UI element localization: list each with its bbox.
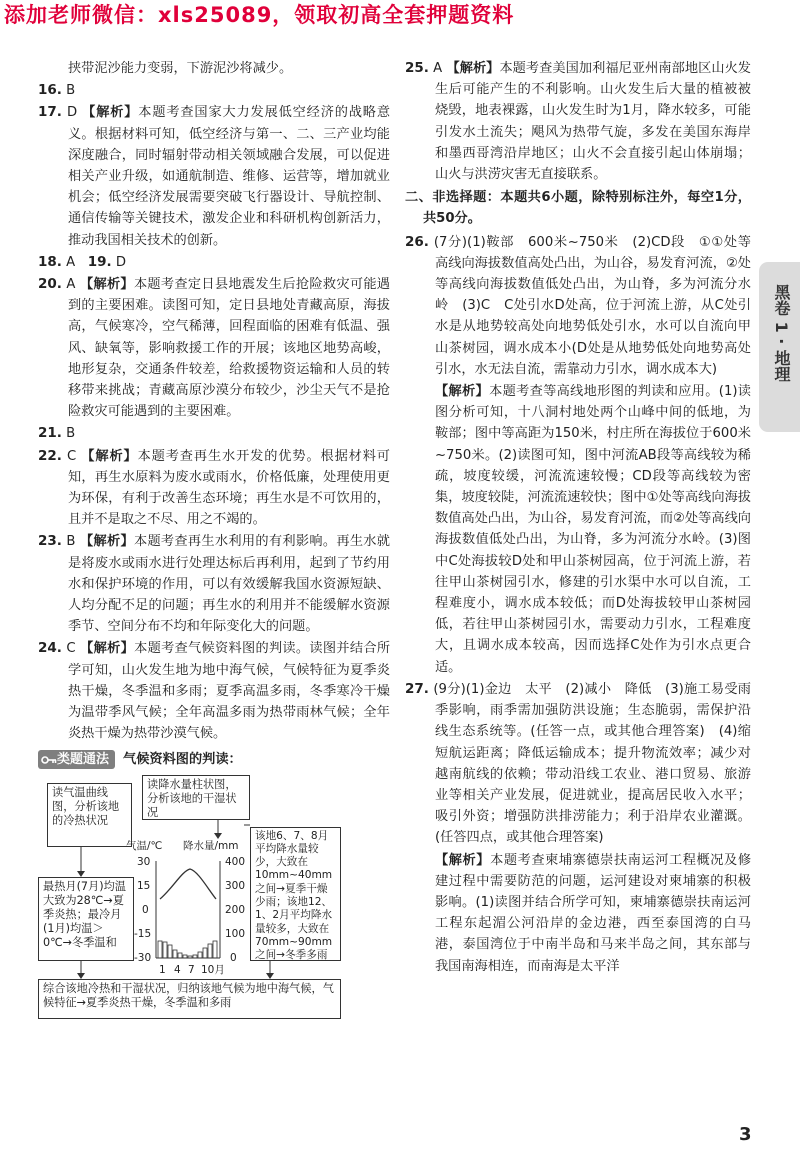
temp-tick: -15	[134, 927, 152, 940]
precip-tick: 400	[225, 855, 246, 868]
question-17	[38, 102, 390, 250]
analysis-tag: 【解析】	[79, 277, 134, 293]
analysis-text: 本题考查定日县地震发生后抢险救灾可能遇到的主要困难。读图可知，定日县地处青藏高原，海拔高，气候寒冷，空气稀薄，回程面临的困难有低温、强风、缺氧等，影响救援工作的开展；该地区地势高峻，地形复杂，交通条件较差，给救援物资运输和人员的转移带来挑战；青藏高原沙漠分布较少，沙尘天气不是抢险救灾可能遇到的主要困难。	[68, 277, 390, 420]
question-20	[38, 274, 390, 422]
question-number: 19.	[87, 253, 112, 270]
question-number: 26.	[405, 233, 429, 250]
analysis-text: 本题考查国家大力发展低空经济的战略意义。根据材料可知，低空经济与第一、二、三产业均能深度融合，同时辐射带动相关领域融合发展，可以促进相关产业升级，如通航制造、维修、运营等，增加就业机会；低空经济发展需要突破飞行器设计、导航控制、通信传输等关键技术，激发企业和科研机构创新活力，推动我国相关技术的创新。	[68, 105, 391, 248]
page-number: 3	[739, 1124, 752, 1145]
answer-letter: B	[66, 426, 76, 442]
question-number: 23.	[38, 533, 62, 550]
precip-tick: 200	[225, 903, 246, 916]
right-column	[405, 58, 751, 978]
answer-letter: D	[66, 105, 78, 121]
temp-tick: -30	[134, 951, 152, 964]
method-tip-header	[38, 749, 390, 771]
answer-letter: C	[66, 641, 76, 657]
question-number: 18.	[38, 253, 62, 270]
q15-continuation: 挟带泥沙能力变弱，下游泥沙将减少。	[68, 61, 293, 76]
analysis-tag: 【解析】	[435, 852, 491, 868]
side-tab	[759, 262, 800, 432]
analysis-text: 本题考查再生水开发的优势。根据材料可知，再生水原料为废水或雨水，价格低廉，处理使用更为环保，有利于改善生态环境；再生水是不可饮用的，且并不是取之不尽、用之不竭的。	[68, 448, 390, 528]
left-column	[38, 58, 390, 1025]
temp-tick: 0	[142, 903, 149, 916]
temperature-curve	[160, 869, 216, 899]
answer-letter: A	[433, 61, 443, 76]
analysis-tag: 【解析】	[80, 641, 135, 657]
precip-tick: 300	[225, 879, 246, 892]
answer-letter: B	[66, 534, 76, 550]
question-number: 27.	[405, 680, 429, 697]
temp-axis-label: 气温/℃	[126, 839, 163, 852]
question-16	[38, 80, 390, 101]
analysis-text: 本题考查柬埔寨德崇扶南运河工程概况及修建过程中需要防范的问题，运河建设对柬埔寨的积极影响。(1)读图并结合所学可知，柬埔寨德崇扶南运河工程东起湄公河沿岸的金边港，西至泰国湾的白马港，泰国湾位于中南半岛和马来半岛之间，其东部与我国南海相连，而南海是太平洋	[435, 852, 752, 974]
question-24	[38, 638, 390, 744]
question-22	[38, 446, 390, 531]
question-18-19	[38, 252, 390, 273]
question-27-analysis	[405, 850, 751, 977]
box-wet-dry-result: 该地6、7、8月平均降水量较少，大致在10mm~40mm之间→夏季干燥少雨；该地12、1、2月平均降水量较多，大致在70mm~90mm之间→冬季多雨	[250, 827, 341, 961]
question-number: 25.	[405, 60, 429, 76]
question-number: 22.	[38, 447, 62, 464]
precip-tick: 0	[230, 951, 237, 964]
analysis-text: 本题考查气候资料图的判读。读图并结合所学可知，山火发生地为地中海气候，气候特征为夏季炎热干燥，冬季温和多雨；夏季高温多雨，冬季寒冷干燥为温带季风气候；全年高温多雨为热带雨林气候；全年炎热干燥为热带沙漠气候。	[68, 641, 391, 742]
precip-tick: 100	[225, 927, 246, 940]
analysis-text: 本题考查等高线地形图的判读和应用。(1)读图分析可知，十八洞村地处两个山峰中间的低地，为鞍部；图中等高距为150米，村庄所在海拔位于600米~750米。(2)读图可知，图中河流AB段等高线较为稀疏，坡度较缓，河流流速较慢；CD段等高线较为密集，坡度较陡，河流流速较快；图中①处等高线向海拔数值高处凸出，为山谷，易发育河流，而②处等高线向海拔数值低处凸出，为山脊，多为河流分水岭。(3)图中C处海拔较D处和甲山茶树园高，位于河流上游，若往甲山茶树园引水，修建的引水渠中水可以自流，工程难度小，调水成本较低；而D处海拔较甲山茶树园低，若往甲山茶树园引水，需要动力引水，工程难度大，且调水成本较高，因而选择C处作为引水点更合适。	[435, 384, 751, 675]
method-title: 气候资料图的判读：	[123, 751, 242, 767]
box-temperature-read: 读气温曲线图，分析该地的冷热状况	[47, 783, 132, 847]
answer-letter: B	[66, 83, 76, 99]
method-badge	[38, 750, 115, 769]
answer-letter: D	[115, 254, 127, 270]
question-27	[405, 679, 751, 849]
question-number: 17.	[38, 104, 62, 121]
answer-letter: A	[66, 277, 76, 293]
month-tick: 4	[174, 963, 181, 976]
question-21	[38, 423, 390, 444]
box-hot-cold-result: 最热月(7月)均温大致为28℃→夏季炎热；最冷月(1月)均温＞0℃→冬季温和	[38, 877, 134, 961]
answer-text: (7分)(1)鞍部 600米~750米 (2)CD段 ①①处等高线向海拔数值高处凸出，为山谷，易发育河流，②处等高线向海拔数值低处凸出，为山脊，多为河流分水岭 (3)C C处引水D处高，位于河流上游，从C处引水是从地势较高处向地势低处引水，水可以自流向甲山茶树园，调水成本小(D处是从地势低处向地势高处引水，水无法自流，需靠动力引水，调水成本大)	[433, 234, 751, 377]
question-23	[38, 531, 390, 637]
analysis-text: 本题考查再生水利用的有利影响。再生水就是将废水或雨水进行处理达标后再利用，起到了节约用水和保护环境的作用，可以有效缓解我国水资源短缺、人均分配不足的问题；再生水的利用并不能缓解水资源季节、空间分布不均和年际变化大的问题。	[68, 534, 390, 635]
question-26-analysis	[405, 381, 751, 678]
analysis-text: 本题考查美国加利福尼亚州南部地区山火发生后可能产生的不利影响。山火发生后大量的植被被烧毁，地表裸露，山火发生时为1月，降水较多，可能引发水土流失；飓风为热带气旋，多发在美国东海岸和墨西哥湾沿岸地区；山火不会直接引起山体崩塌；山火与洪涝灾害无直接联系。	[435, 61, 751, 183]
month-tick: 7	[188, 963, 195, 976]
answer-text: (9分)(1)金边 太平 (2)减小 降低 (3)施工易受雨季影响，雨季需加强防洪设施；生态脆弱，需保护沿线生态系统等。(任答一点，或其他合理答案) (4)缩短航运距离；降低运输成本；提升物流效率；减少对越南航线的依赖；带动沿线工农业、港口贸易、旅游业等相关产业发展，促进就业，提高居民收入水平；吸引外资；增强防洪排涝能力；利于沿岸农业灌溉。(任答四点，或其他合理答案)	[433, 681, 751, 846]
analysis-tag: 【解析】	[446, 61, 500, 76]
side-tab-label: 黑卷 1 · 地理	[772, 284, 791, 382]
question-number: 21.	[38, 425, 62, 442]
analysis-tag: 【解析】	[82, 105, 139, 121]
question-number: 16.	[38, 82, 62, 99]
analysis-tag: 【解析】	[79, 534, 134, 550]
section-2-heading: 二、非选择题：本题共6小题，除特别标注外，每空1分，共50分。	[405, 190, 751, 227]
question-25	[405, 58, 751, 185]
promo-banner: 添加老师微信：xls25089，领取初高全套押题资料	[4, 3, 515, 27]
question-number: 20.	[38, 276, 62, 293]
climate-method-diagram	[38, 775, 368, 1025]
month-tick: 10月	[201, 963, 225, 976]
method-badge-label: 类题通法	[57, 751, 110, 767]
temp-tick: 30	[137, 855, 151, 868]
precip-axis-label: 降水量/mm	[183, 839, 239, 852]
answer-letter: C	[67, 448, 77, 464]
temp-tick: 15	[137, 879, 151, 892]
question-number: 24.	[38, 640, 62, 657]
mini-climate-chart	[154, 855, 224, 965]
question-26	[405, 232, 751, 380]
box-summary: 综合该地冷热和干湿状况，归纳该地气候为地中海气候，气候特征→夏季炎热干燥，冬季温和多雨	[38, 979, 341, 1019]
key-icon	[41, 754, 57, 766]
analysis-tag: 【解析】	[81, 448, 138, 464]
box-precip-read: 读降水量柱状图，分析该地的干湿状况	[142, 775, 250, 820]
analysis-tag: 【解析】	[435, 384, 490, 400]
month-tick: 1	[159, 963, 166, 976]
answer-letter: A	[66, 254, 76, 270]
precip-bars	[158, 941, 217, 958]
